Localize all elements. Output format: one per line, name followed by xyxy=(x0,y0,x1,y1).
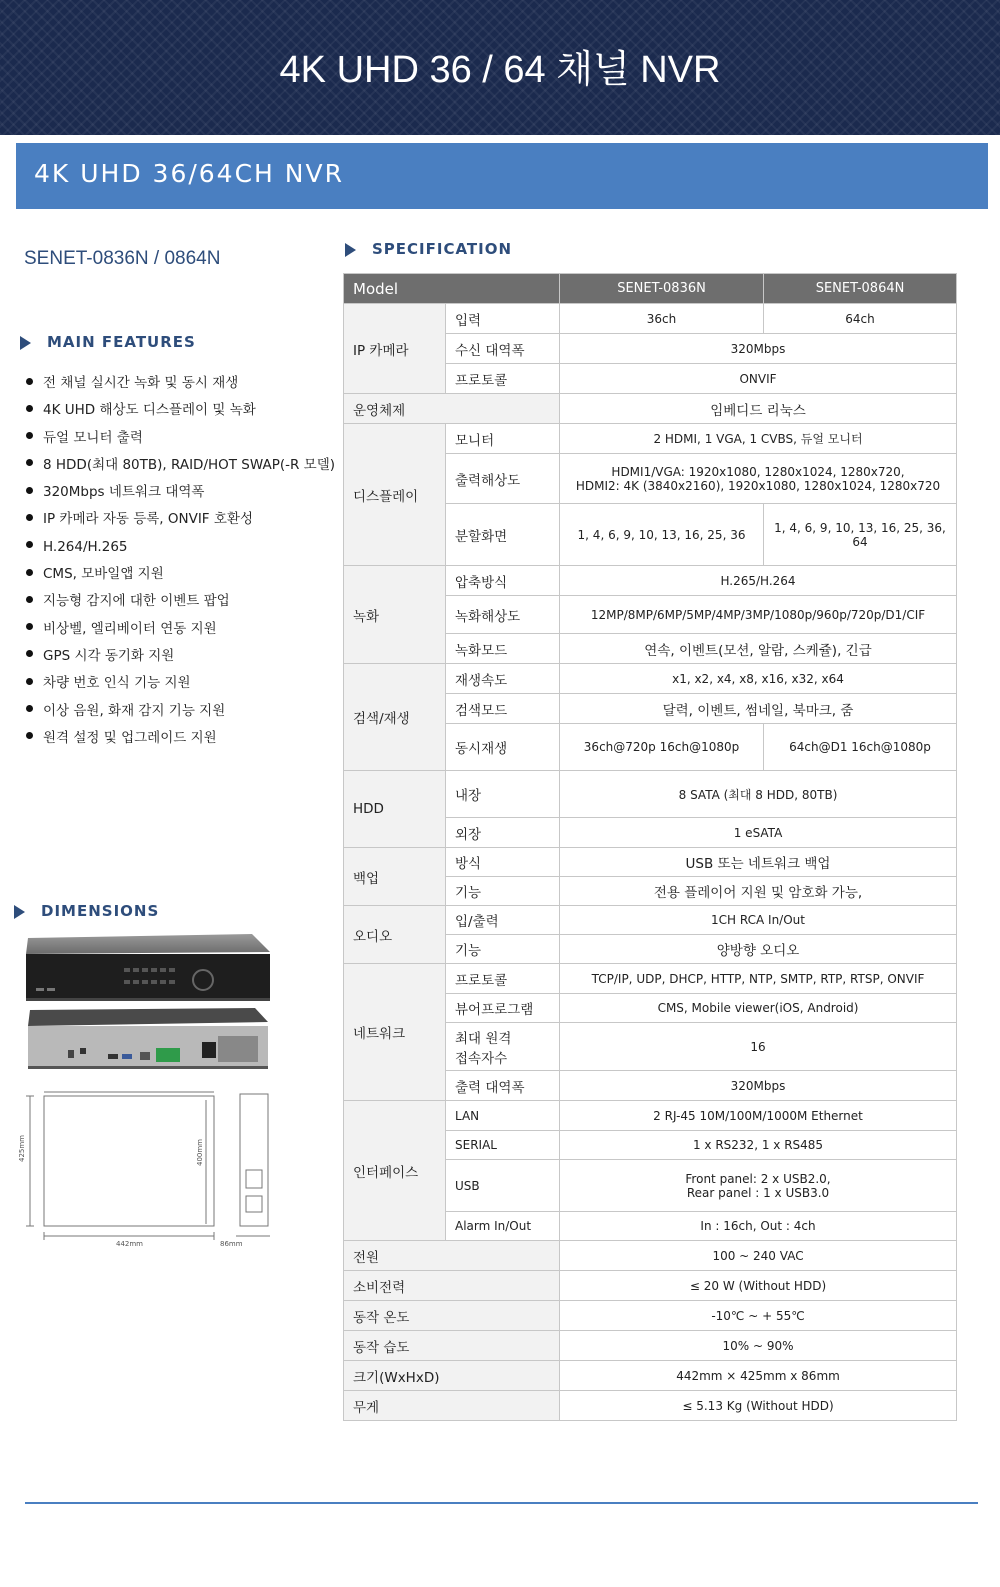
humidity-label: 동작 습도 xyxy=(344,1331,560,1361)
width-dimension-label: 442mm xyxy=(116,1240,143,1248)
bullet-icon xyxy=(26,569,33,576)
playback-speed-value: x1, x2, x4, x8, x16, x32, x64 xyxy=(560,664,957,694)
bullet-icon xyxy=(26,378,33,385)
dimensions-figure xyxy=(20,930,275,1250)
input-value-0864: 64ch xyxy=(764,304,957,334)
bullet-icon xyxy=(26,732,33,739)
recording-resolution-value: 12MP/8MP/6MP/5MP/4MP/3MP/1080p/960p/720p/D1/CIF xyxy=(560,596,957,634)
compression-label: 압축방식 xyxy=(446,566,560,596)
sync-value-0864: 64ch@D1 16ch@1080p xyxy=(764,724,957,771)
audio-label: 오디오 xyxy=(344,906,446,964)
table-row xyxy=(344,1361,957,1391)
audio-io-label: 입/출력 xyxy=(446,906,560,935)
side-view-drawing xyxy=(236,1094,270,1236)
bullet-icon xyxy=(26,650,33,657)
nvr-device-drawing xyxy=(20,930,275,1250)
list-item: 비상벨, 엘리베이터 연동 지원 xyxy=(26,616,335,643)
input-value-0836: 36ch xyxy=(560,304,764,334)
table-row xyxy=(344,566,957,596)
table-row xyxy=(344,304,957,334)
serial-value: 1 x RS232, 1 x RS485 xyxy=(560,1131,957,1160)
hdd-external-label: 외장 xyxy=(446,818,560,848)
usb-value: Front panel: 2 x USB2.0, Rear panel : 1 x USB3.0 xyxy=(560,1160,957,1212)
lan-label: LAN xyxy=(446,1101,560,1131)
table-row xyxy=(344,964,957,994)
triangle-bullet-icon xyxy=(345,243,356,257)
audio-function-value: 양방향 오디오 xyxy=(560,935,957,964)
list-item: IP 카메라 자동 등록, ONVIF 호환성 xyxy=(26,506,335,533)
hdd-external-value: 1 eSATA xyxy=(560,818,957,848)
hdd-internal-label: 내장 xyxy=(446,771,560,818)
device-rear-photo xyxy=(28,1008,268,1069)
top-banner xyxy=(0,0,1000,135)
table-row xyxy=(344,1101,957,1131)
page-title: 4K UHD 36 / 64 채널 NVR xyxy=(279,49,721,91)
inner-depth-dimension-label: 400mm xyxy=(196,1139,204,1166)
remote-users-value: 16 xyxy=(560,1023,957,1071)
os-value: 임베디드 리눅스 xyxy=(560,394,957,424)
split-value-0864: 1, 4, 6, 9, 10, 13, 16, 25, 36, 64 xyxy=(764,504,957,566)
audio-io-value: 1CH RCA In/Out xyxy=(560,906,957,935)
temperature-label: 동작 온도 xyxy=(344,1301,560,1331)
table-row xyxy=(344,394,957,424)
dimensions-heading: DIMENSIONS xyxy=(14,902,159,920)
backup-function-label: 기능 xyxy=(446,877,560,906)
power-label: 전원 xyxy=(344,1241,560,1271)
bullet-icon xyxy=(26,705,33,712)
bullet-icon xyxy=(26,541,33,548)
header-col2: SENET-0864N xyxy=(764,274,957,304)
list-item: 320Mbps 네트워크 대역폭 xyxy=(26,479,335,506)
split-screen-label: 분할화면 xyxy=(446,504,560,566)
recording-mode-value: 연속, 이벤트(모션, 알람, 스케쥴), 긴급 xyxy=(560,634,957,664)
consumption-value: ≤ 20 W (Without HDD) xyxy=(560,1271,957,1301)
table-row xyxy=(344,771,957,818)
list-item: 이상 음원, 화재 감지 기능 지원 xyxy=(26,698,335,725)
bullet-icon xyxy=(26,514,33,521)
list-item: 전 채널 실시간 녹화 및 동시 재생 xyxy=(26,370,335,397)
audio-function-label: 기능 xyxy=(446,935,560,964)
playback-speed-label: 재생속도 xyxy=(446,664,560,694)
usb-label: USB xyxy=(446,1160,560,1212)
bandwidth-value: 320Mbps xyxy=(560,334,957,364)
list-item: 차량 번호 인식 기능 지원 xyxy=(26,670,335,697)
product-bar-title: 4K UHD 36/64CH NVR xyxy=(34,159,344,188)
recording-label: 녹화 xyxy=(344,566,446,664)
weight-value: ≤ 5.13 Kg (Without HDD) xyxy=(560,1391,957,1421)
height-dimension-label: 86mm xyxy=(220,1240,243,1248)
bullet-icon xyxy=(26,405,33,412)
size-value: 442mm × 425mm x 86mm xyxy=(560,1361,957,1391)
network-label: 네트워크 xyxy=(344,964,446,1101)
weight-label: 무게 xyxy=(344,1391,560,1421)
output-bandwidth-value: 320Mbps xyxy=(560,1071,957,1101)
os-label: 운영체제 xyxy=(344,394,560,424)
network-protocol-label: 프로토콜 xyxy=(446,964,560,994)
list-item: 8 HDD(최대 80TB), RAID/HOT SWAP(-R 모델) xyxy=(26,452,335,479)
table-row xyxy=(344,1301,957,1331)
serial-label: SERIAL xyxy=(446,1131,560,1160)
triangle-bullet-icon xyxy=(14,905,25,919)
input-label: 입력 xyxy=(446,304,560,334)
model-name: SENET-0836N / 0864N xyxy=(24,248,221,269)
backup-method-value: USB 또는 네트워크 백업 xyxy=(560,848,957,877)
list-item: 4K UHD 해상도 디스플레이 및 녹화 xyxy=(26,397,335,424)
depth-dimension-label: 425mm xyxy=(18,1135,26,1162)
sync-playback-label: 동시재생 xyxy=(446,724,560,771)
specification-heading: SPECIFICATION xyxy=(345,240,512,258)
hdd-internal-value: 8 SATA (최대 8 HDD, 80TB) xyxy=(560,771,957,818)
hdd-label: HDD xyxy=(344,771,446,848)
alarm-value: In : 16ch, Out : 4ch xyxy=(560,1212,957,1241)
spec-table xyxy=(343,273,957,1421)
backup-function-value: 전용 플레이어 지원 및 암호화 가능, xyxy=(560,877,957,906)
table-row xyxy=(344,664,957,694)
features-list xyxy=(26,370,335,752)
table-row xyxy=(344,1241,957,1271)
compression-value: H.265/H.264 xyxy=(560,566,957,596)
monitor-value: 2 HDMI, 1 VGA, 1 CVBS, 듀얼 모니터 xyxy=(560,424,957,454)
lan-value: 2 RJ-45 10M/100M/1000M Ethernet xyxy=(560,1101,957,1131)
table-header-row xyxy=(344,274,957,304)
table-row xyxy=(344,1391,957,1421)
bullet-icon xyxy=(26,623,33,630)
list-item: CMS, 모바일앱 지원 xyxy=(26,561,335,588)
protocol-label: 프로토콜 xyxy=(446,364,560,394)
consumption-label: 소비전력 xyxy=(344,1271,560,1301)
recording-resolution-label: 녹화해상도 xyxy=(446,596,560,634)
bullet-icon xyxy=(26,596,33,603)
alarm-label: Alarm In/Out xyxy=(446,1212,560,1241)
table-row xyxy=(344,906,957,935)
output-resolution-value: HDMI1/VGA: 1920x1080, 1280x1024, 1280x720, HDMI2: 4K (3840x2160), 1920x1080, 1280x1024, 1280x720 xyxy=(560,454,957,504)
footer-divider xyxy=(25,1502,978,1504)
list-item: 듀얼 모니터 출력 xyxy=(26,425,335,452)
search-mode-label: 검색모드 xyxy=(446,694,560,724)
temperature-value: -10℃ ~ + 55℃ xyxy=(560,1301,957,1331)
top-view-drawing xyxy=(26,1092,214,1240)
bullet-icon xyxy=(26,459,33,466)
table-row xyxy=(344,1271,957,1301)
list-item: H.264/H.265 xyxy=(26,534,335,561)
viewer-label: 뷰어프로그램 xyxy=(446,994,560,1023)
network-protocol-value: TCP/IP, UDP, DHCP, HTTP, NTP, SMTP, RTP, RTSP, ONVIF xyxy=(560,964,957,994)
recording-mode-label: 녹화모드 xyxy=(446,634,560,664)
size-label: 크기(WxHxD) xyxy=(344,1361,560,1391)
protocol-value: ONVIF xyxy=(560,364,957,394)
bullet-icon xyxy=(26,678,33,685)
list-item: GPS 시각 동기화 지원 xyxy=(26,643,335,670)
list-item: 원격 설정 및 업그레이드 지원 xyxy=(26,725,335,752)
output-resolution-label: 출력해상도 xyxy=(446,454,560,504)
display-label: 디스플레이 xyxy=(344,424,446,566)
bullet-icon xyxy=(26,432,33,439)
product-title-bar xyxy=(16,143,988,209)
header-col1: SENET-0836N xyxy=(560,274,764,304)
sync-value-0836: 36ch@720p 16ch@1080p xyxy=(560,724,764,771)
split-value-0836: 1, 4, 6, 9, 10, 13, 16, 25, 36 xyxy=(560,504,764,566)
header-model: Model xyxy=(344,274,560,304)
backup-method-label: 방식 xyxy=(446,848,560,877)
ip-camera-label: IP 카메라 xyxy=(344,304,446,394)
backup-label: 백업 xyxy=(344,848,446,906)
device-front-photo xyxy=(26,934,270,1001)
viewer-value: CMS, Mobile viewer(iOS, Android) xyxy=(560,994,957,1023)
output-bandwidth-label: 출력 대역폭 xyxy=(446,1071,560,1101)
triangle-bullet-icon xyxy=(20,336,31,350)
remote-users-label: 최대 원격 접속자수 xyxy=(446,1023,560,1071)
table-row xyxy=(344,848,957,877)
list-item: 지능형 감지에 대한 이벤트 팝업 xyxy=(26,588,335,615)
bullet-icon xyxy=(26,487,33,494)
bandwidth-label: 수신 대역폭 xyxy=(446,334,560,364)
table-row xyxy=(344,1331,957,1361)
table-row xyxy=(344,424,957,454)
search-mode-value: 달력, 이벤트, 썸네일, 북마크, 줌 xyxy=(560,694,957,724)
power-value: 100 ~ 240 VAC xyxy=(560,1241,957,1271)
search-playback-label: 검색/재생 xyxy=(344,664,446,771)
main-features-heading: MAIN FEATURES xyxy=(20,333,196,351)
interface-label: 인터페이스 xyxy=(344,1101,446,1241)
humidity-value: 10% ~ 90% xyxy=(560,1331,957,1361)
monitor-label: 모니터 xyxy=(446,424,560,454)
